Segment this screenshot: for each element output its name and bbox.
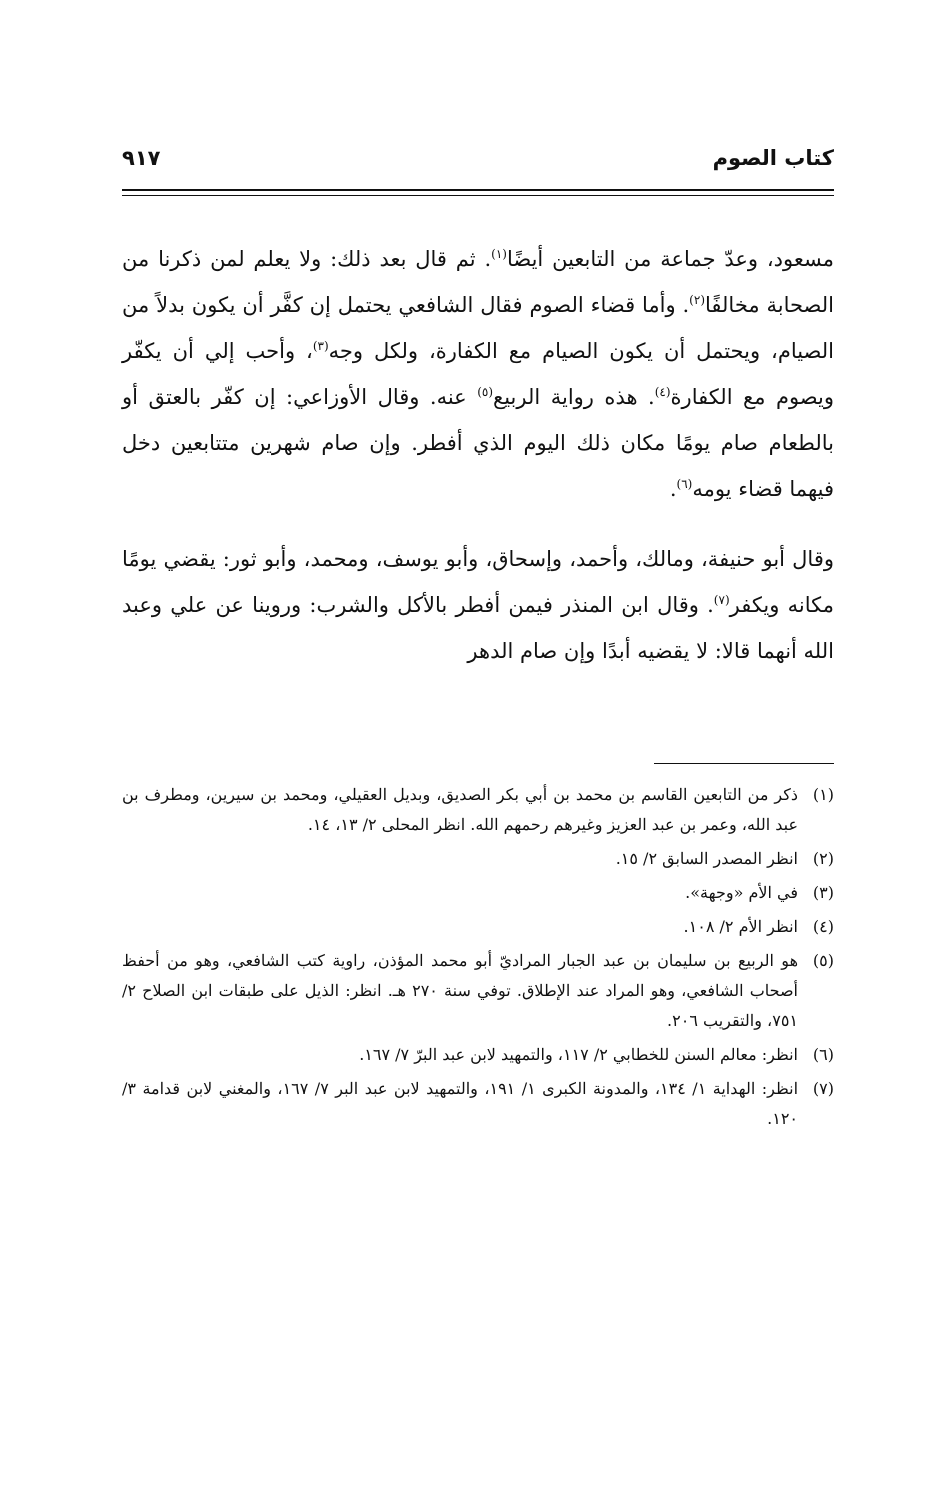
footnote-number: (٢) [812, 849, 834, 868]
footnote-text: انظر المصدر السابق ٢/ ١٥. [615, 849, 798, 868]
footnote-ref[interactable]: (٦) [676, 477, 693, 491]
footnote [122, 780, 834, 840]
text-run: وقال أبو حنيفة، ومالك، وأحمد، وإسحاق، وأبو يوسف، ومحمد، وأبو ثور: يقضي يومًا مكانه ويكفر [122, 547, 834, 617]
header-divider [122, 189, 834, 191]
footnote-text: ذكر من التابعين القاسم بن محمد بن أبي بكر الصديق، وبديل العقيلي، ومحمد بن سيرين، ومطرف بن عبد الله، وعمر بن عبد العزيز وغيرهم رحمهم الله. انظر المحلى ٢/ ١٣، ١٤. [122, 785, 798, 834]
header-divider-thin [122, 195, 834, 196]
footnote [122, 878, 834, 908]
main-text [122, 236, 834, 674]
text-run: . وأما قضاء الصوم فقال الشافعي يحتمل إن كفَّر أن يكون بدلاً من الصيام، ويحتمل أن يكون الصيام مع الكفارة، ولكل وجه [122, 293, 834, 363]
footnote-ref[interactable]: (٧) [713, 593, 730, 607]
footnote-text: انظر: الهداية ١/ ١٣٤، والمدونة الكبرى ١/ ١٩١، والتمهيد لابن عبد البر ٧/ ١٦٧، والمغني لابن قدامة ٣/ ١٢٠. [122, 1079, 799, 1128]
paragraph [122, 536, 834, 674]
text-run: ، وأحب إلي أن يكفّر ويصوم مع الكفارة [122, 339, 835, 409]
running-header [122, 146, 834, 186]
footnote [122, 1074, 834, 1134]
footnote-text: هو الربيع بن سليمان بن عبد الجبار المراديّ أبو محمد المؤذن، راوية كتب الشافعي، وهو من أحفظ أصحاب الشافعي، وهو المراد عند الإطلاق. توفي سنة ٢٧٠ هـ. انظر: الذيل على طبقات ابن الصلاح ٢/ ٧٥١، والتقريب ٢٠٦. [122, 951, 798, 1030]
text-run: . ثم قال بعد ذلك: ولا يعلم لمن ذكرنا من الصحابة مخالفًا [122, 247, 834, 317]
footnote-ref[interactable]: (٤) [654, 385, 671, 399]
footnote-text: انظر: معالم السنن للخطابي ٢/ ١١٧، والتمهيد لابن عبد البرّ ٧/ ١٦٧. [359, 1045, 798, 1064]
footnote-ref[interactable]: (١) [491, 247, 507, 261]
footnote-number: (٦) [812, 1045, 834, 1064]
chapter-title: كتاب الصوم [712, 146, 834, 170]
footnote-number: (١) [812, 785, 834, 804]
footnote [122, 946, 834, 1036]
footnote-ref[interactable]: (٥) [477, 385, 494, 399]
page-number: ٩١٧ [122, 146, 161, 170]
footnote-number: (٥) [812, 951, 834, 970]
footnote [122, 844, 834, 874]
footnotes [122, 780, 834, 1138]
footnote-number: (٧) [812, 1079, 834, 1098]
paragraph [122, 236, 834, 512]
footnote-number: (٤) [812, 917, 834, 936]
text-run: . [669, 477, 677, 501]
footnote-ref[interactable]: (٣) [312, 339, 329, 353]
footnote-ref[interactable]: (٢) [689, 293, 705, 307]
footnote [122, 1040, 834, 1070]
footnote [122, 912, 834, 942]
footnote-text: انظر الأم ٢/ ١٠٨. [683, 917, 798, 936]
text-run: عنه. وقال الأوزاعي: إن كفّر بالعتق أو بالطعام صام يومًا مكان ذلك اليوم الذي أفطر. وإن صام شهرين متتابعين دخل فيهما قضاء يومه [122, 385, 834, 501]
footnote-separator [654, 763, 834, 764]
text-run: . وقال ابن المنذر فيمن أفطر بالأكل والشرب: وروينا عن علي وعبد الله أنهما قالا: لا يقضيه أبدًا وإن صام الدهر [122, 593, 834, 663]
text-run: مسعود، وعدّ جماعة من التابعين أيضًا [506, 247, 834, 271]
footnote-text: في الأم «وجهة». [685, 883, 798, 902]
footnote-number: (٣) [812, 883, 834, 902]
text-run: . هذه رواية الربيع [493, 385, 655, 409]
